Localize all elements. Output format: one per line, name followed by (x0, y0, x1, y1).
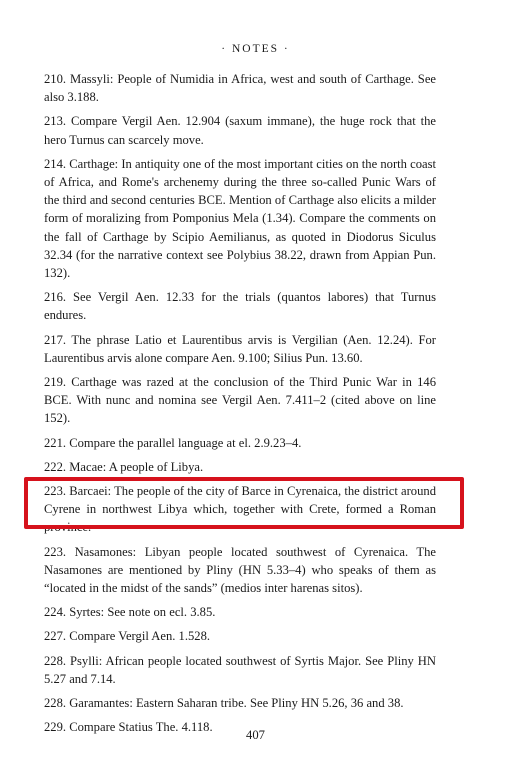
note-224: 224. Syrtes: See note on ecl. 3.85. (44, 605, 216, 620)
note-228-garamantes: 228. Garamantes: Eastern Saharan tribe. See Pliny HN 5.26, 36 and 38. (44, 696, 404, 711)
running-header: · NOTES · (221, 43, 290, 55)
note-219: 219. Carthage was razed at the conclusion of the Third Punic War in 146 BCE. With nunc and nomina see Vergil Aen. 7.411–2 (cited above on line 152). (44, 375, 436, 426)
note-223-nasamones: 223. Nasamones: Libyan people located southwest of Cyrenaica. The Nasamones are mentioned by Pliny (HN 5.33–4) who speaks of them as “located in the midst of the sands” (medios inter harenas sitos). (44, 544, 436, 596)
note-213: 213. Compare Vergil Aen. 12.904 (saxum immane), the huge rock that the hero Turnus can scarcely move. (44, 114, 436, 147)
note-228-psylli: 228. Psylli: African people located southwest of Syrtis Major. See Pliny HN 5.27 and 7.14. (44, 653, 436, 686)
note-214: 214. Carthage: In antiquity one of the most important cities on the north coast of Africa, and Rome's archenemy during the three so-called Punic Wars of the third and second centuries BCE. Mention of Carthage also elicits a milder form of moralizing from Pomponius Mela (1.34). Compare the comments on the fall of Carthage by Scipio Aemilianus, as quoted in Diodorus Siculus 32.34 (for the narrative context see Polybius 38.22, drawn from Appian Pun. 132). (44, 156, 436, 281)
note-216: 216. See Vergil Aen. 12.33 for the trials (quantos labores) that Turnus endures. (44, 290, 436, 323)
note-217: 217. The phrase Latio et Laurentibus arvis is Vergilian (Aen. 12.24). For Laurentibus arvis alone compare Aen. 9.100; Silius Pun. 13.60. (44, 332, 436, 365)
note-223-barcaei: 223. Barcaei: The people of the city of Barce in Cyrenaica, the district around Cyrene in northwest Libya which, together with Crete, formed a Roman province. (44, 484, 436, 535)
note-229: 229. Compare Statius The. 4.118. (44, 720, 213, 735)
note-221: 221. Compare the parallel language at el. 2.9.23–4. (44, 435, 302, 450)
note-222: 222. Macae: A people of Libya. (44, 459, 204, 474)
highlighted-note (44, 482, 436, 537)
highlight-box (24, 477, 464, 529)
note-227: 227. Compare Vergil Aen. 1.528. (44, 629, 211, 644)
note-210: 210. Massyli: People of Numidia in Africa, west and south of Carthage. See also 3.188. (44, 72, 436, 105)
page-number: 407 (246, 728, 265, 742)
notes-list (44, 70, 436, 743)
